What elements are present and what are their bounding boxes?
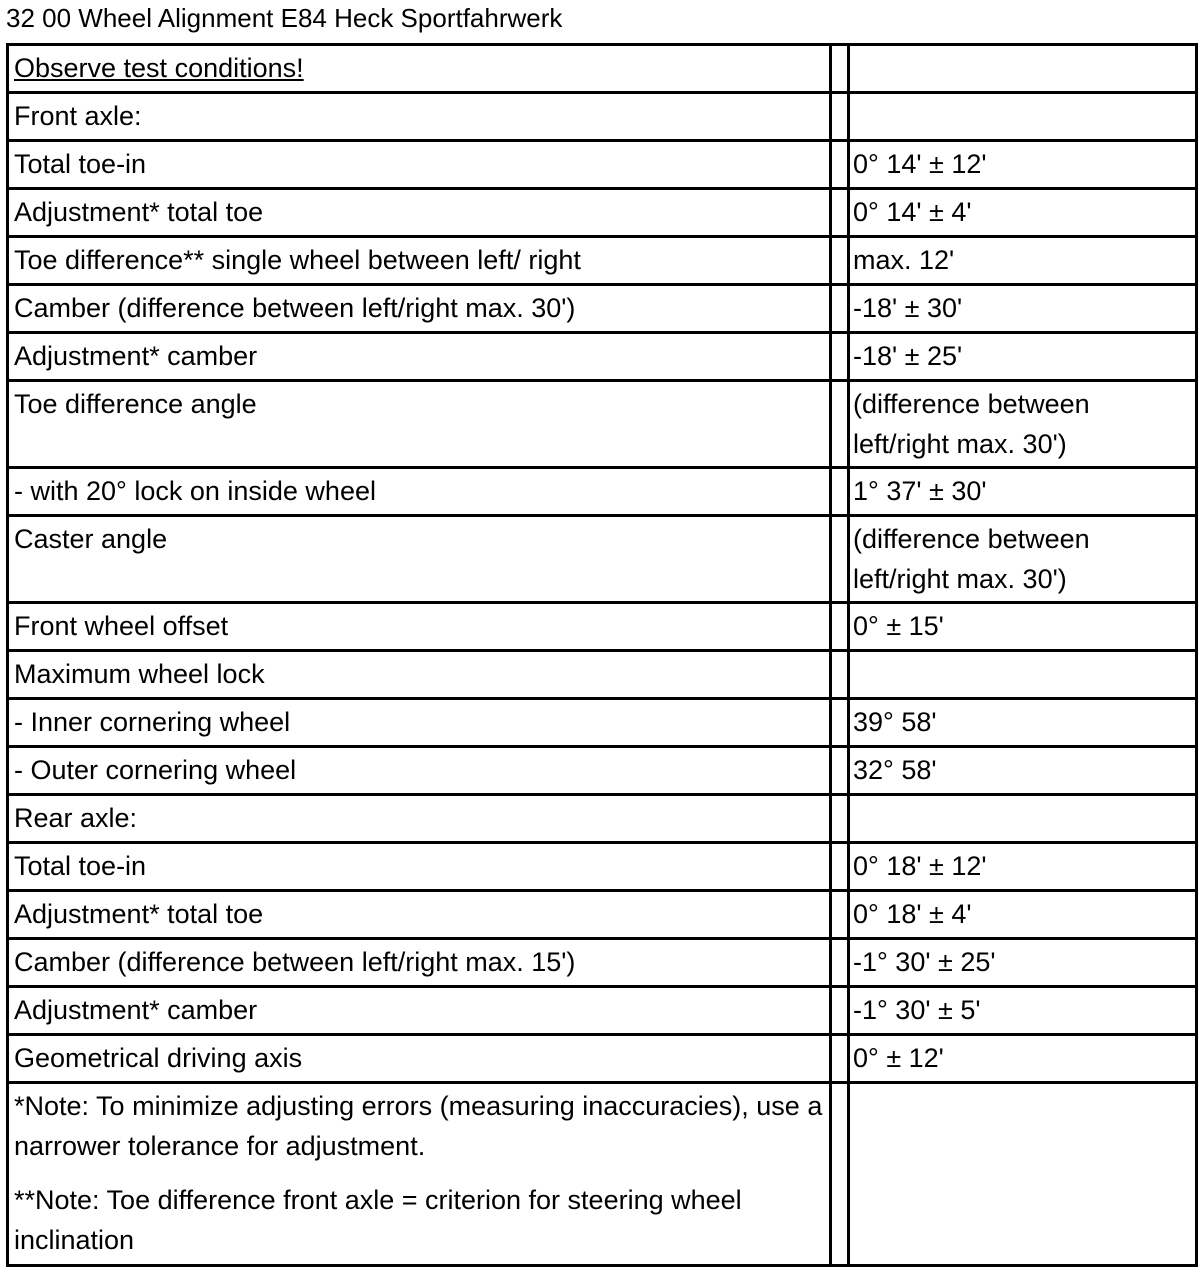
table-row xyxy=(8,93,1197,141)
spacer-cell xyxy=(831,1083,849,1266)
table-row xyxy=(8,651,1197,699)
row-value: 0° ± 12' xyxy=(849,1035,1197,1083)
table-row xyxy=(8,45,1197,93)
spacer-cell xyxy=(831,651,849,699)
row-label: Geometrical driving axis xyxy=(8,1035,831,1083)
row-value: 32° 58' xyxy=(849,747,1197,795)
row-label: Adjustment* total toe xyxy=(8,189,831,237)
spacer-cell xyxy=(831,699,849,747)
row-value xyxy=(849,45,1197,93)
row-label: Maximum wheel lock xyxy=(8,651,831,699)
spacer-cell xyxy=(831,747,849,795)
row-value: 0° 14' ± 12' xyxy=(849,141,1197,189)
row-label: - with 20° lock on inside wheel xyxy=(8,468,831,516)
table-row xyxy=(8,285,1197,333)
table-row xyxy=(8,795,1197,843)
table-row xyxy=(8,891,1197,939)
row-value: max. 12' xyxy=(849,237,1197,285)
row-label: Adjustment* camber xyxy=(8,333,831,381)
row-value: 0° 14' ± 4' xyxy=(849,189,1197,237)
row-value: (difference between left/right max. 30') xyxy=(849,381,1197,468)
table-row xyxy=(8,699,1197,747)
table-row xyxy=(8,237,1197,285)
spacer-cell xyxy=(831,795,849,843)
row-value: -18' ± 25' xyxy=(849,333,1197,381)
row-value xyxy=(849,651,1197,699)
note-toe-difference: **Note: Toe difference front axle = criterion for steering wheel inclination xyxy=(14,1185,742,1255)
spacer-cell xyxy=(831,516,849,603)
spacer-cell xyxy=(831,285,849,333)
row-value xyxy=(849,93,1197,141)
table-row xyxy=(8,603,1197,651)
spacer-cell xyxy=(831,333,849,381)
row-label-test-conditions: Observe test conditions! xyxy=(8,45,831,93)
row-label: Adjustment* camber xyxy=(8,987,831,1035)
row-label: Caster angle xyxy=(8,516,831,603)
notes-row xyxy=(8,1083,1197,1266)
spacer-cell xyxy=(831,468,849,516)
notes-cell xyxy=(8,1083,831,1266)
spacer-cell xyxy=(831,603,849,651)
spacer-cell xyxy=(831,1035,849,1083)
spacer-cell xyxy=(831,237,849,285)
row-label: Adjustment* total toe xyxy=(8,891,831,939)
row-label: Rear axle: xyxy=(8,795,831,843)
row-value: -1° 30' ± 5' xyxy=(849,987,1197,1035)
table-row xyxy=(8,843,1197,891)
table-row xyxy=(8,516,1197,603)
row-value: 0° ± 15' xyxy=(849,603,1197,651)
row-value: -18' ± 30' xyxy=(849,285,1197,333)
row-value: -1° 30' ± 25' xyxy=(849,939,1197,987)
table-row xyxy=(8,189,1197,237)
table-row xyxy=(8,747,1197,795)
row-label: Camber (difference between left/right max. 15') xyxy=(8,939,831,987)
row-value: 0° 18' ± 4' xyxy=(849,891,1197,939)
row-label: Total toe-in xyxy=(8,141,831,189)
row-label: Front axle: xyxy=(8,93,831,141)
row-value xyxy=(849,795,1197,843)
wheel-alignment-table xyxy=(6,43,1198,1267)
spacer-cell xyxy=(831,141,849,189)
spacer-cell xyxy=(831,987,849,1035)
spacer-cell xyxy=(831,45,849,93)
spacer-cell xyxy=(831,93,849,141)
row-label: Toe difference angle xyxy=(8,381,831,468)
page-title: 32 00 Wheel Alignment E84 Heck Sportfahrwerk xyxy=(6,3,563,33)
table-row xyxy=(8,468,1197,516)
note-adjustment-tolerance: *Note: To minimize adjusting errors (measuring inaccuracies), use a narrower tolerance for adjustment. xyxy=(14,1091,823,1161)
spacer-cell xyxy=(831,189,849,237)
spacer-cell xyxy=(831,891,849,939)
empty-value-cell xyxy=(849,1083,1197,1266)
table-row xyxy=(8,987,1197,1035)
row-value: 1° 37' ± 30' xyxy=(849,468,1197,516)
row-value: 39° 58' xyxy=(849,699,1197,747)
row-label: - Inner cornering wheel xyxy=(8,699,831,747)
table-row xyxy=(8,381,1197,468)
row-label: Front wheel offset xyxy=(8,603,831,651)
table-row xyxy=(8,333,1197,381)
row-label: Total toe-in xyxy=(8,843,831,891)
row-label: Toe difference** single wheel between left/ right xyxy=(8,237,831,285)
row-value: 0° 18' ± 12' xyxy=(849,843,1197,891)
row-value: (difference between left/right max. 30') xyxy=(849,516,1197,603)
table-row xyxy=(8,141,1197,189)
spacer-cell xyxy=(831,939,849,987)
row-label: Camber (difference between left/right max. 30') xyxy=(8,285,831,333)
spacer-cell xyxy=(831,381,849,468)
row-label: - Outer cornering wheel xyxy=(8,747,831,795)
table-row xyxy=(8,1035,1197,1083)
table-row xyxy=(8,939,1197,987)
spacer-cell xyxy=(831,843,849,891)
